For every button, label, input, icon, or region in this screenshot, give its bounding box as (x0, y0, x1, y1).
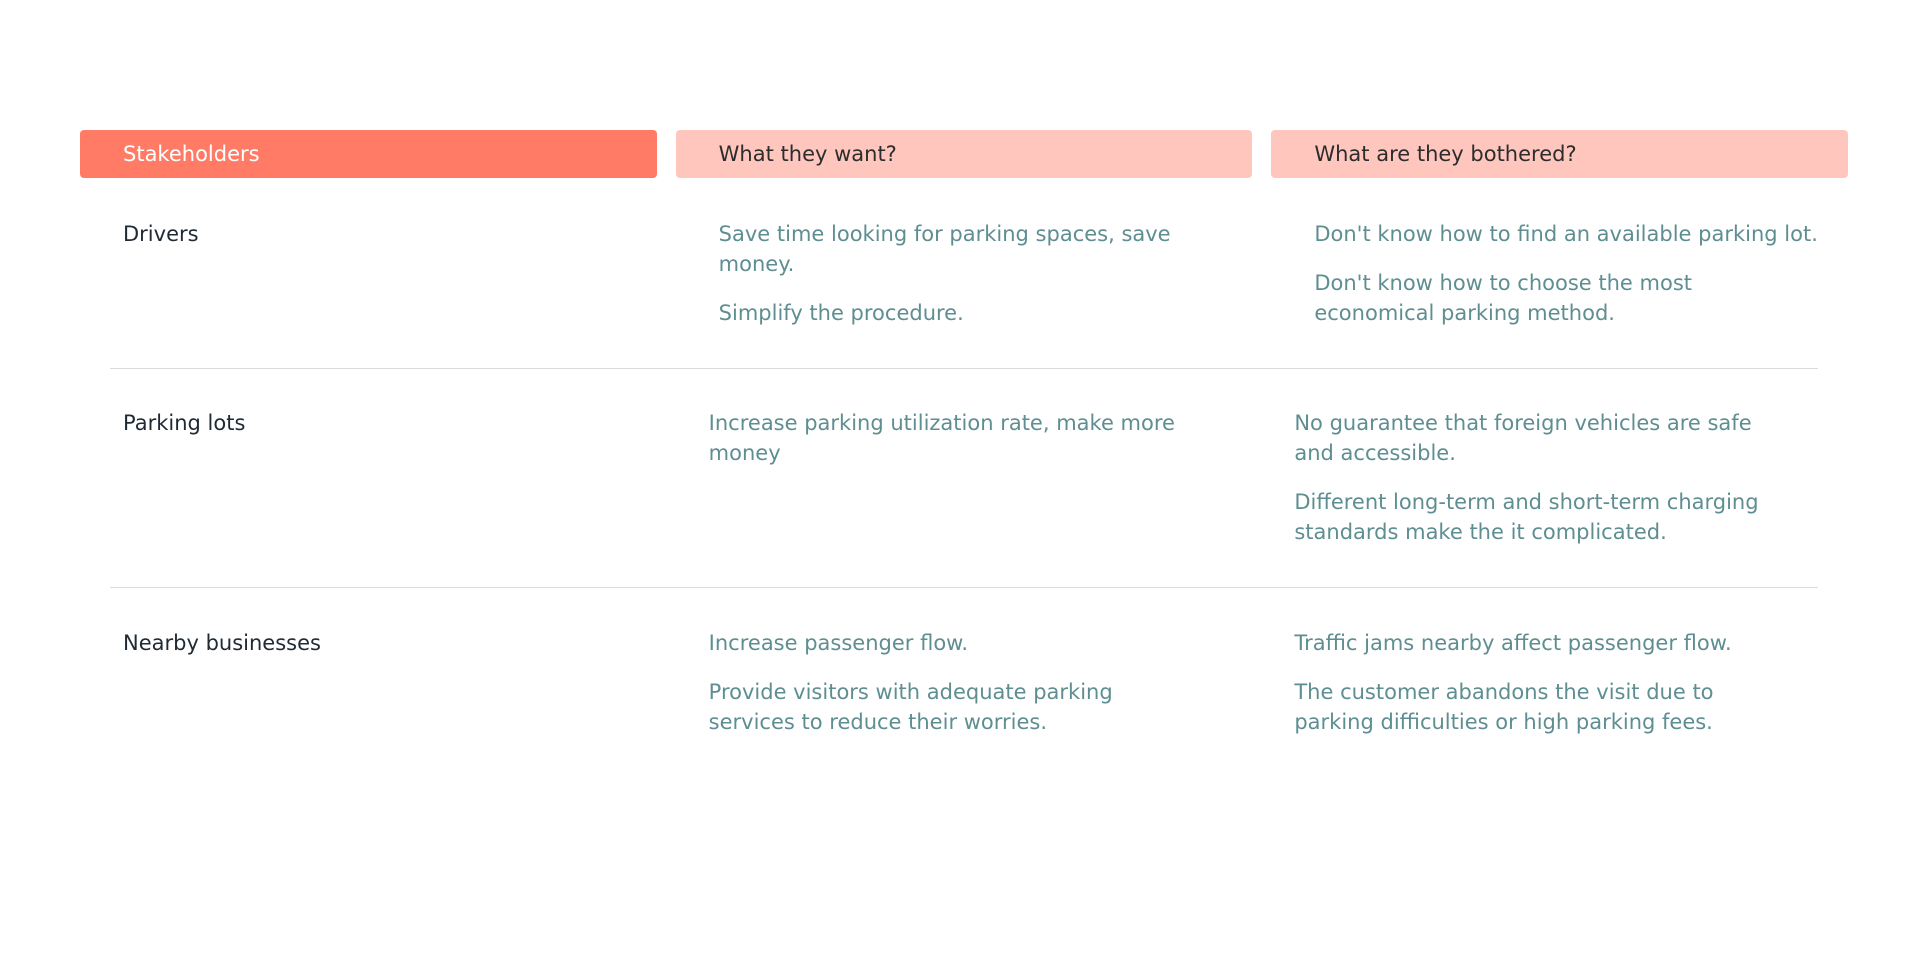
bothered-cell (1271, 219, 1848, 328)
stakeholder-cell (110, 408, 647, 547)
want-item: Simplify the procedure. (718, 301, 964, 325)
stakeholder-label: Nearby businesses (123, 631, 321, 655)
bothered-item: No guarantee that foreign vehicles are safe and accessible. (1294, 411, 1752, 465)
header-stakeholders: Stakeholders (80, 130, 657, 178)
wants-cell (666, 628, 1233, 737)
header-what-bothers-them: What are they bothered? (1271, 130, 1848, 178)
table-row-parking-lots (110, 368, 1818, 587)
stakeholder-cell (110, 628, 647, 737)
wants-cell (676, 219, 1253, 328)
bothered-item: Traffic jams nearby affect passenger flow. (1294, 631, 1732, 655)
bothered-item: Don't know how to find an available parking lot. (1314, 222, 1818, 246)
bothered-item: Different long-term and short-term charging standards make the it complicated. (1294, 490, 1759, 544)
bothered-item: Don't know how to choose the most economical parking method. (1314, 271, 1692, 325)
stakeholder-label: Parking lots (123, 411, 246, 435)
want-item: Save time looking for parking spaces, save money. (718, 222, 1171, 276)
table-header-row (80, 130, 1848, 178)
wants-cell (666, 408, 1233, 547)
want-item: Increase passenger flow. (708, 631, 969, 655)
stakeholder-label: Drivers (123, 222, 199, 246)
bothered-item: The customer abandons the visit due to parking difficulties or high parking fees. (1294, 680, 1714, 734)
table-row-nearby-businesses (110, 587, 1818, 777)
bothered-cell (1251, 408, 1818, 547)
bothered-cell (1251, 628, 1818, 737)
stakeholder-cell (80, 219, 657, 328)
want-item: Provide visitors with adequate parking services to reduce their worries. (708, 680, 1113, 734)
table-row-drivers (80, 178, 1848, 368)
want-item: Increase parking utilization rate, make more money (708, 411, 1175, 465)
table-body (80, 178, 1848, 777)
header-what-they-want: What they want? (676, 130, 1253, 178)
